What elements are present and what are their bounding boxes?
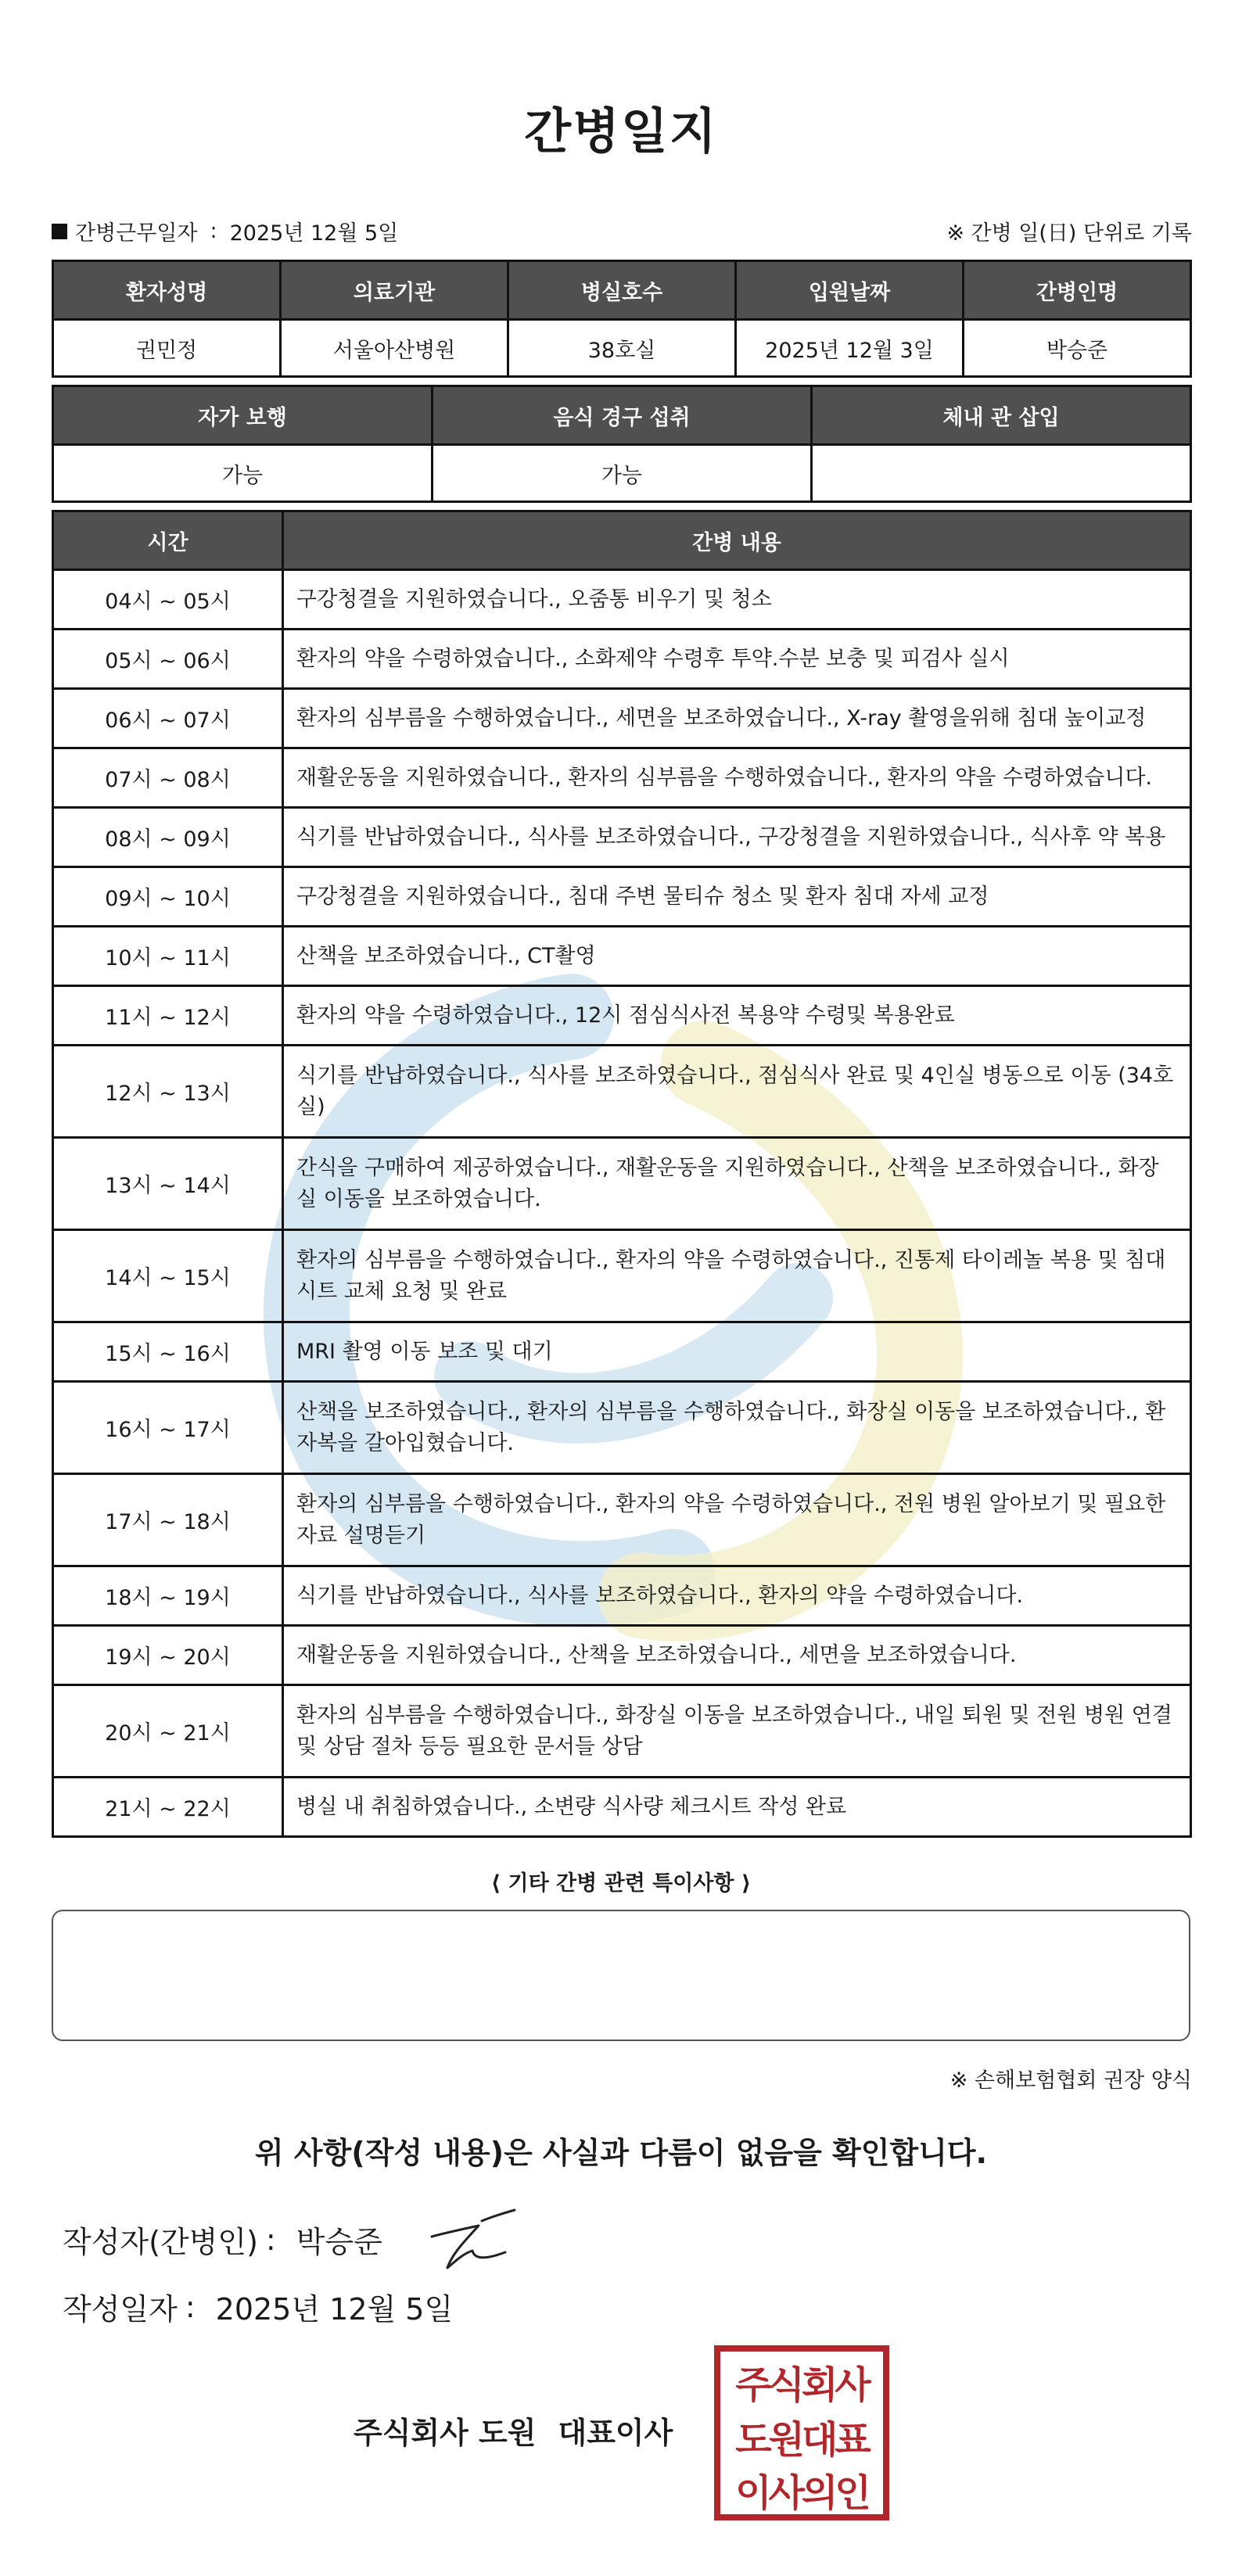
header-admission-date: 입원날짜 — [736, 261, 964, 320]
written-date-label: 작성일자 — [63, 2292, 178, 2327]
log-content: 재활운동을 지원하였습니다., 산책을 보조하였습니다., 세면을 보조하였습니다. — [283, 1626, 1191, 1685]
self-walking-value: 가능 — [53, 445, 433, 502]
company-role: 대표이사 — [558, 2416, 673, 2450]
care-log-table — [52, 510, 1192, 1838]
company-seal-icon — [713, 2345, 890, 2521]
work-date-value: 2025년 12월 5일 — [229, 221, 399, 246]
svg-text:이사의인: 이사의인 — [735, 2471, 868, 2515]
log-time: 05시 ~ 06시 — [53, 630, 283, 689]
header-hospital: 의료기관 — [281, 261, 508, 320]
log-time: 11시 ~ 12시 — [53, 986, 283, 1046]
writer-label: 작성자(간병인) — [63, 2225, 258, 2259]
log-content: 산책을 보조하였습니다., CT촬영 — [283, 927, 1191, 986]
writer-line — [63, 2218, 382, 2261]
header-self-walking: 자가 보행 — [53, 386, 433, 445]
log-content: 식기를 반납하였습니다., 식사를 보조하였습니다., 점심식사 완료 및 4인실 병동으로 이동 (34호실) — [283, 1046, 1191, 1138]
log-content: 환자의 심부름을 수행하였습니다., 환자의 약을 수령하였습니다., 진통제 타이레놀 복용 및 침대시트 교체 요청 및 완료 — [283, 1230, 1191, 1322]
table-row — [53, 1230, 1191, 1322]
log-time: 13시 ~ 14시 — [53, 1138, 283, 1230]
log-time: 19시 ~ 20시 — [53, 1626, 283, 1685]
writer-separator: : — [265, 2222, 276, 2257]
log-content: 식기를 반납하였습니다., 식사를 보조하였습니다., 환자의 약을 수령하였습니다. — [283, 1566, 1191, 1626]
table-row — [53, 1626, 1191, 1685]
header-room-number: 병실호수 — [508, 261, 736, 320]
written-date-separator: : — [185, 2289, 196, 2324]
written-date-value: 2025년 12월 5일 — [215, 2292, 454, 2327]
log-time: 08시 ~ 09시 — [53, 808, 283, 867]
log-content: 식기를 반납하였습니다., 식사를 보조하였습니다., 구강청결을 지원하였습니다., 식사후 약 복용 — [283, 808, 1191, 867]
log-time: 20시 ~ 21시 — [53, 1685, 283, 1778]
hospital-name: 서울아산병원 — [281, 320, 508, 377]
table-row — [53, 630, 1191, 689]
svg-text:도원대표: 도원대표 — [735, 2418, 868, 2462]
writer-name: 박승준 — [296, 2225, 382, 2259]
log-time: 21시 ~ 22시 — [53, 1778, 283, 1837]
log-content: 재활운동을 지원하였습니다., 환자의 심부름을 수행하였습니다., 환자의 약을 수령하였습니다. — [283, 748, 1191, 808]
log-time: 15시 ~ 16시 — [53, 1322, 283, 1382]
company-name: 주식회사 도원 — [354, 2416, 537, 2450]
log-time: 07시 ~ 08시 — [53, 748, 283, 808]
patient-info-table — [52, 260, 1192, 378]
log-time: 10시 ~ 11시 — [53, 927, 283, 986]
patient-status-header-row — [53, 386, 1191, 445]
company-line — [354, 2409, 695, 2452]
signature-icon — [418, 2205, 519, 2276]
table-row — [53, 1685, 1191, 1778]
log-content: 환자의 약을 수령하였습니다., 12시 점심식사전 복용약 수령및 복용완료 — [283, 986, 1191, 1046]
patient-info-header-row — [53, 261, 1191, 320]
log-time: 16시 ~ 17시 — [53, 1382, 283, 1474]
log-content: 병실 내 취침하였습니다., 소변량 식사량 체크시트 작성 완료 — [283, 1778, 1191, 1837]
page-title: 간병일지 — [524, 102, 718, 160]
log-content: 구강청결을 지원하였습니다., 오줌통 비우기 및 청소 — [283, 570, 1191, 630]
square-bullet-icon — [52, 224, 67, 239]
table-row — [53, 1322, 1191, 1382]
log-time: 09시 ~ 10시 — [53, 867, 283, 927]
table-row — [53, 689, 1191, 748]
table-row — [53, 748, 1191, 808]
work-date-separator: : — [210, 219, 217, 243]
patient-info-value-row — [53, 320, 1191, 377]
patient-name: 권민정 — [53, 320, 281, 377]
tube-insertion-value — [812, 445, 1191, 502]
written-date-line — [63, 2285, 453, 2328]
log-content: 구강청결을 지원하였습니다., 침대 주변 물티슈 청소 및 환자 침대 자세 교정 — [283, 867, 1191, 927]
log-time: 12시 ~ 13시 — [53, 1046, 283, 1138]
confirmation-statement: 위 사항(작성 내용)은 사실과 다름이 없음을 확인합니다. — [254, 2136, 988, 2170]
log-time: 17시 ~ 18시 — [53, 1474, 283, 1566]
unit-note: ※ 간병 일(日) 단위로 기록 — [946, 221, 1192, 246]
work-date — [52, 216, 398, 246]
table-row — [53, 570, 1191, 630]
caregiver-name: 박승준 — [964, 320, 1191, 377]
care-log-header-row — [53, 511, 1191, 570]
log-time: 18시 ~ 19시 — [53, 1566, 283, 1626]
header-oral-intake: 음식 경구 섭취 — [433, 386, 812, 445]
log-content: MRI 촬영 이동 보조 및 대기 — [283, 1322, 1191, 1382]
patient-status-table — [52, 385, 1192, 503]
log-content: 간식을 구매하여 제공하였습니다., 재활운동을 지원하였습니다., 산책을 보조하였습니다., 화장실 이동을 보조하였습니다. — [283, 1138, 1191, 1230]
table-row — [53, 1138, 1191, 1230]
header-tube-insertion: 체내 관 삽입 — [812, 386, 1191, 445]
meta-row — [52, 216, 1192, 247]
table-row — [53, 808, 1191, 867]
table-row — [53, 927, 1191, 986]
header-patient-name: 환자성명 — [53, 261, 281, 320]
log-content: 환자의 심부름을 수행하였습니다., 세면을 보조하였습니다., X-ray 촬영을위해 침대 높이교정 — [283, 689, 1191, 748]
log-content: 환자의 약을 수령하였습니다., 소화제약 수령후 투약.수분 보충 및 피검사 실시 — [283, 630, 1191, 689]
room-number: 38호실 — [508, 320, 736, 377]
header-time: 시간 — [53, 511, 283, 570]
table-row — [53, 1778, 1191, 1837]
table-row — [53, 986, 1191, 1046]
log-time: 14시 ~ 15시 — [53, 1230, 283, 1322]
log-content: 산책을 보조하였습니다., 환자의 심부름을 수행하였습니다., 화장실 이동을 보조하였습니다., 환자복을 갈아입혔습니다. — [283, 1382, 1191, 1474]
log-time: 06시 ~ 07시 — [53, 689, 283, 748]
special-notes-box — [52, 1910, 1190, 2041]
table-row — [53, 1474, 1191, 1566]
table-row — [53, 1566, 1191, 1626]
log-content: 환자의 심부름을 수행하였습니다., 환자의 약을 수령하였습니다., 전원 병원 알아보기 및 필요한 자료 설명듣기 — [283, 1474, 1191, 1566]
admission-date: 2025년 12월 3일 — [736, 320, 964, 377]
header-caregiver-name: 간병인명 — [964, 261, 1191, 320]
log-time: 04시 ~ 05시 — [53, 570, 283, 630]
work-date-label: 간병근무일자 — [75, 221, 198, 246]
table-row — [53, 1046, 1191, 1138]
header-care-content: 간병 내용 — [283, 511, 1191, 570]
table-row — [53, 867, 1191, 927]
table-row — [53, 1382, 1191, 1474]
patient-status-value-row — [53, 445, 1191, 502]
oral-intake-value: 가능 — [433, 445, 812, 502]
svg-text:주식회사: 주식회사 — [735, 2363, 868, 2407]
form-source-note: ※ 손해보험협회 권장 양식 — [949, 2068, 1192, 2093]
log-content: 환자의 심부름을 수행하였습니다., 화장실 이동을 보조하였습니다., 내일 퇴원 및 전원 병원 연결 및 상담 절차 등등 필요한 문서들 상담 — [283, 1685, 1191, 1778]
special-notes-title: ⟨ 기타 간병 관련 특이사항 ⟩ — [490, 1871, 752, 1896]
